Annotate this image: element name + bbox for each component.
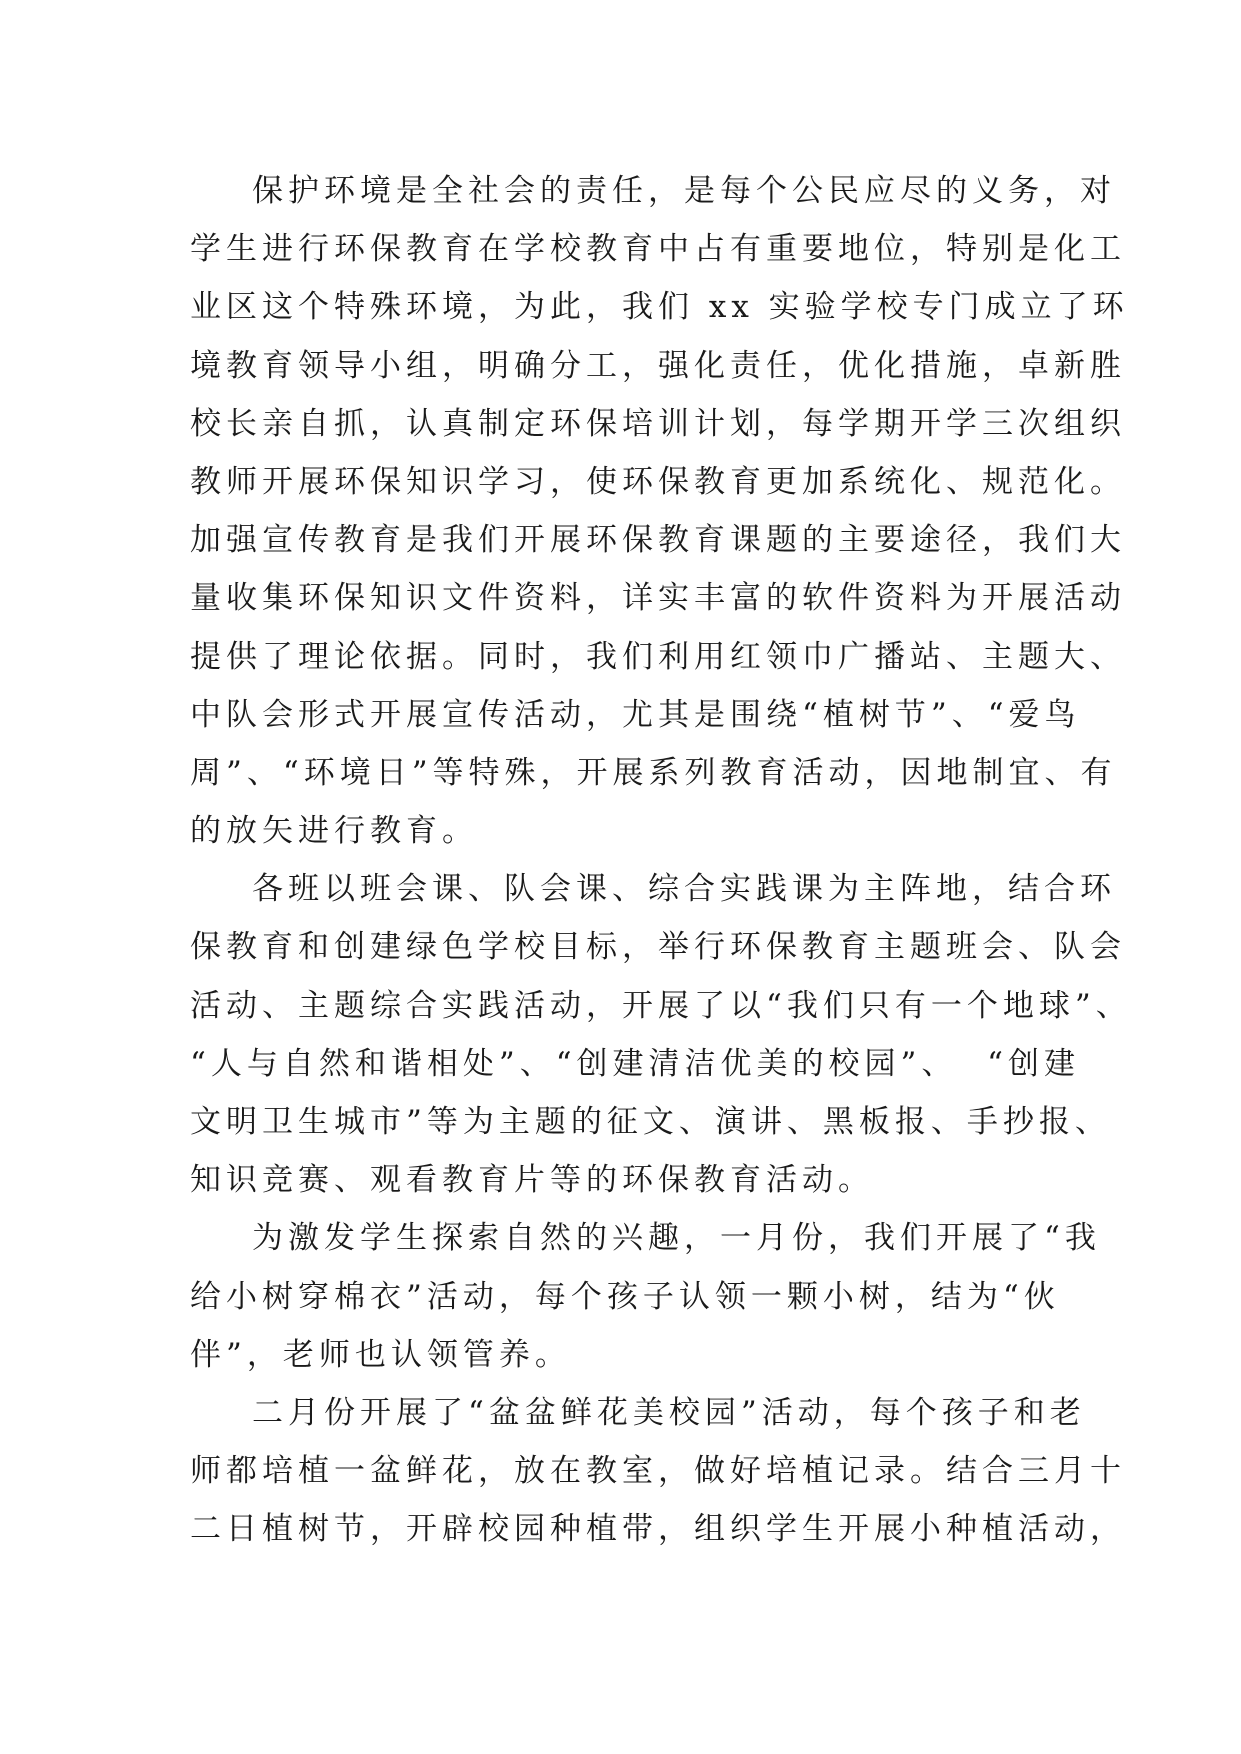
text-line: 保教育和创建绿色学校目标，举行环保教育主题班会、队会 [190,929,1126,966]
text-line: 业区这个特殊环境，为此，我们 xx 实验学校专门成立了环 [190,289,1129,326]
text-line: 给小树穿棉衣”活动，每个孩子认领一颗小树，结为“伙 [190,1278,1060,1315]
text-line: 提供了理论依据。同时，我们利用红领巾广播站、主题大、 [190,638,1126,675]
text-line: 师都培植一盆鲜花，放在教室，做好培植记录。结合三月十 [190,1453,1126,1490]
text-line: 二月份开展了“盆盆鲜花美校园”活动，每个孩子和老 [252,1394,1086,1431]
text-line: 加强宣传教育是我们开展环保教育课题的主要途径，我们大 [190,522,1126,559]
text-line: 各班以班会课、队会课、综合实践课为主阵地，结合环 [252,871,1116,908]
text-line: 校长亲自抓，认真制定环保培训计划，每学期开学三次组织 [190,405,1126,442]
text-line: 二日植树节，开辟校园种植带，组织学生开展小种植活动， [190,1511,1126,1548]
text-line: 中队会形式开展宣传活动，尤其是围绕“植树节”、“爱鸟 [190,696,1081,733]
text-line: 保护环境是全社会的责任，是每个公民应尽的义务，对 [252,173,1116,209]
text-line: 量收集环保知识文件资料，详实丰富的软件资料为开展活动 [190,580,1126,617]
text-line: 活动、主题综合实践活动，开展了以“我们只有一个地球”、 [190,987,1132,1024]
text-line: 教师开展环保知识学习，使环保教育更加系统化、规范化。 [190,463,1126,500]
text-line: 境教育领导小组，明确分工，强化责任，优化措施，卓新胜 [190,347,1126,384]
text-line: “人与自然和谐相处”、“创建清洁优美的校园”、 “创建 [190,1045,1080,1082]
text-line: 知识竞赛、观看教育片等的环保教育活动。 [190,1162,874,1199]
body-text [190,162,1132,1559]
text-line: 文明卫生城市”等为主题的征文、演讲、黑板报、手抄报、 [190,1104,1111,1140]
text-line: 伴”，老师也认领管养。 [190,1336,571,1373]
text-line: 的放矢进行教育。 [190,813,478,850]
text-line: 周”、“环境日”等特殊，开展系列教育活动，因地制宜、有 [190,754,1117,791]
text-line: 为激发学生探索自然的兴趣，一月份，我们开展了“我 [252,1220,1101,1257]
text-line: 学生进行环保教育在学校教育中占有重要地位，特别是化工 [190,231,1126,268]
